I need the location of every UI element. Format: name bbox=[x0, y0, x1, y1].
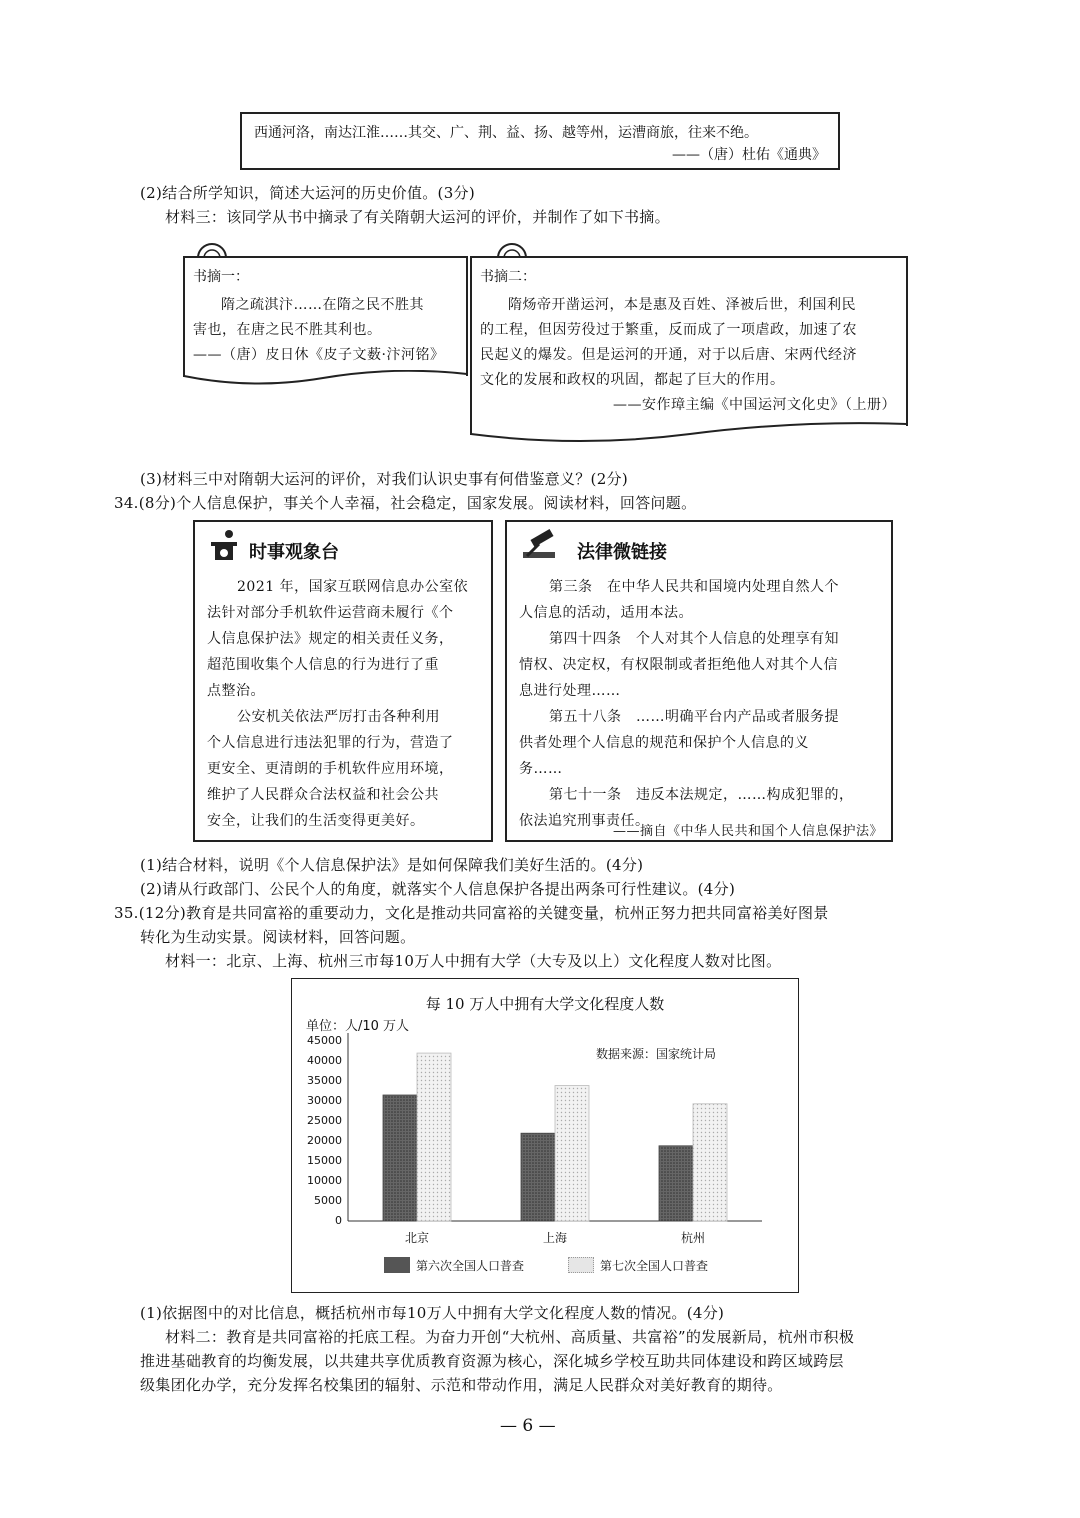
excerpt-one-line: 害也，在唐之民不胜其利也。 bbox=[193, 322, 382, 338]
law-card-line: 第七十一条 违反本法规定，……构成犯罪的， bbox=[549, 787, 854, 803]
news-card-line: 更安全、更清朗的手机软件应用环境， bbox=[207, 761, 454, 777]
law-card-line: 第三条 在中华人民共和国境内处理自然人个 bbox=[549, 579, 839, 595]
chart-source-note: 数据来源：国家统计局 bbox=[596, 1047, 717, 1061]
legend-label-7th: 第七次全国人口普查 bbox=[600, 1259, 709, 1273]
legend-label-6th: 第六次全国人口普查 bbox=[416, 1259, 525, 1273]
news-card-line: 超范围收集个人信息的行为进行了重 bbox=[207, 657, 439, 673]
material-2-line: 级集团化办学，充分发挥名校集团的辐射、示范和带动作用，满足人民群众对美好教育的期待。 bbox=[140, 1376, 783, 1394]
law-card-line: 情权、决定权，有权限制或者拒绝他人对其个人信 bbox=[519, 657, 838, 673]
excerpt-two-wavy-edge bbox=[470, 420, 908, 446]
excerpt-one-source: ——（唐）皮日休《皮子文薮·汴河铭》 bbox=[193, 347, 445, 363]
question-34: 34.(8分)个人信息保护，事关个人幸福，社会稳定，国家发展。阅读材料，回答问题。 bbox=[114, 494, 697, 512]
excerpt-two bbox=[470, 256, 908, 426]
y-tick-label: 40000 bbox=[307, 1054, 342, 1067]
y-tick-label: 20000 bbox=[307, 1134, 342, 1147]
bar-chart-svg bbox=[292, 979, 800, 1294]
news-card-line: 人信息保护法》规定的相关责任义务， bbox=[207, 631, 454, 647]
excerpt-one-title: 书摘一： bbox=[193, 269, 249, 285]
chart-plot bbox=[292, 979, 800, 1294]
y-tick-label: 10000 bbox=[307, 1174, 342, 1187]
law-card-line: 息进行处理…… bbox=[519, 683, 621, 699]
excerpt-two-line: 隋炀帝开凿运河，本是惠及百姓、泽被后世，利国利民 bbox=[508, 297, 856, 313]
excerpt-one bbox=[183, 256, 468, 376]
page-number: — 6 — bbox=[500, 1416, 556, 1436]
excerpt-one-line: 隋之疏淇汴……在隋之民不胜其 bbox=[221, 297, 424, 313]
news-card-title: 时事观象台 bbox=[249, 542, 339, 563]
quote-source: ——（唐）杜佑《通典》 bbox=[672, 147, 826, 163]
news-card-line: 法针对部分手机软件运营商未履行《个 bbox=[207, 605, 454, 621]
material-3-intro: 材料三：该同学从书中摘录了有关隋朝大运河的评价，并制作了如下书摘。 bbox=[165, 208, 670, 226]
bar-6th-census bbox=[659, 1146, 693, 1221]
material-1-intro: 材料一：北京、上海、杭州三市每10万人中拥有大学（大专及以上）文化程度人数对比图。 bbox=[165, 952, 782, 970]
y-tick-label: 35000 bbox=[307, 1074, 342, 1087]
excerpt-two-line: 的工程，但因劳役过于繁重，反而成了一项虐政，加速了农 bbox=[480, 322, 857, 338]
news-card-line: 公安机关依法严厉打击各种利用 bbox=[237, 709, 440, 725]
news-card-line: 个人信息进行违法犯罪的行为，营造了 bbox=[207, 735, 454, 751]
bar-6th-census bbox=[383, 1095, 417, 1221]
excerpt-two-title: 书摘二： bbox=[480, 269, 536, 285]
law-card-line: 供者处理个人信息的规范和保护个人信息的义 bbox=[519, 735, 809, 751]
bar-7th-census bbox=[555, 1086, 589, 1221]
question-35-1: (1)依据图中的对比信息，概括杭州市每10万人中拥有大学文化程度人数的情况。(4分) bbox=[140, 1304, 725, 1322]
question-2: (2)结合所学知识，简述大运河的历史价值。(3分) bbox=[140, 184, 475, 202]
y-tick-label: 15000 bbox=[307, 1154, 342, 1167]
chart-frame bbox=[291, 978, 799, 1293]
question-34-2: (2)请从行政部门、公民个人的角度，就落实个人信息保护各提出两条可行性建议。(4分) bbox=[140, 880, 736, 898]
news-podium-icon bbox=[207, 528, 241, 562]
x-category-label: 上海 bbox=[542, 1231, 567, 1245]
question-34-1: (1)结合材料，说明《个人信息保护法》是如何保障我们美好生活的。(4分) bbox=[140, 856, 644, 874]
excerpt-two-line: 民起义的爆发。但是运河的开通，对于以后唐、宋两代经济 bbox=[480, 347, 857, 363]
bar-7th-census bbox=[417, 1053, 451, 1221]
chart-title: 每 10 万人中拥有大学文化程度人数 bbox=[425, 995, 665, 1013]
law-card-source: ——摘自《中华人民共和国个人信息保护法》 bbox=[612, 824, 883, 839]
bar-6th-census bbox=[521, 1133, 555, 1221]
law-card-line: 依法追究刑事责任。 bbox=[519, 813, 650, 829]
law-card bbox=[505, 520, 893, 842]
excerpt-two-source: ——安作璋主编《中国运河文化史》（上册） bbox=[613, 397, 896, 413]
bar-7th-census bbox=[693, 1104, 727, 1221]
law-card-line: 务…… bbox=[519, 761, 563, 777]
y-tick-label: 5000 bbox=[314, 1194, 342, 1207]
x-category-label: 杭州 bbox=[680, 1231, 705, 1245]
question-35: 35.(12分)教育是共同富裕的重要动力，文化是推动共同富裕的关键变量，杭州正努力把共同富裕美好图景 bbox=[114, 904, 829, 922]
news-card-line: 2021 年，国家互联网信息办公室依 bbox=[237, 579, 469, 595]
law-card-line: 人信息的活动，适用本法。 bbox=[519, 605, 693, 621]
legend-swatch-7th bbox=[568, 1257, 594, 1273]
quote-box bbox=[240, 112, 840, 170]
legend-swatch-6th bbox=[384, 1257, 410, 1273]
material-2-line: 材料二：教育是共同富裕的托底工程。为奋力开创“大杭州、高质量、共富裕”的发展新局，杭州市积极 bbox=[165, 1328, 855, 1346]
y-tick-label: 45000 bbox=[307, 1034, 342, 1047]
y-tick-label: 0 bbox=[335, 1214, 342, 1227]
law-card-title: 法律微链接 bbox=[577, 542, 667, 563]
law-card-line: 第四十四条 个人对其个人信息的处理享有知 bbox=[549, 631, 839, 647]
question-3: (3)材料三中对隋朝大运河的评价，对我们认识史事有何借鉴意义？(2分) bbox=[140, 470, 628, 488]
ring-binder-icon bbox=[192, 234, 232, 258]
chart-unit-label: 单位：人/10 万人 bbox=[306, 1019, 410, 1034]
excerpt-two-line: 文化的发展和政权的巩固，都起了巨大的作用。 bbox=[480, 372, 785, 388]
x-category-label: 北京 bbox=[404, 1231, 429, 1245]
law-card-line: 第五十八条 ……明确平台内产品或者服务提 bbox=[549, 709, 839, 725]
question-35-cont: 转化为生动实景。阅读材料，回答问题。 bbox=[140, 928, 416, 946]
news-card-line: 安全，让我们的生活变得更美好。 bbox=[207, 813, 425, 829]
news-card bbox=[193, 520, 493, 842]
y-tick-label: 25000 bbox=[307, 1114, 342, 1127]
y-tick-label: 30000 bbox=[307, 1094, 342, 1107]
news-card-line: 维护了人民群众合法权益和社会公共 bbox=[207, 787, 439, 803]
gavel-icon bbox=[519, 528, 559, 562]
excerpt-one-wavy-edge bbox=[183, 370, 468, 390]
quote-text: 西通河洛，南达江淮……其交、广、荆、益、扬、越等州，运漕商旅，往来不绝。 bbox=[254, 125, 758, 141]
ring-binder-icon bbox=[492, 234, 532, 258]
news-card-line: 点整治。 bbox=[207, 683, 265, 699]
material-2-line: 推进基础教育的均衡发展，以共建共享优质教育资源为核心，深化城乡学校互助共同体建设和跨区域跨层 bbox=[140, 1352, 844, 1370]
